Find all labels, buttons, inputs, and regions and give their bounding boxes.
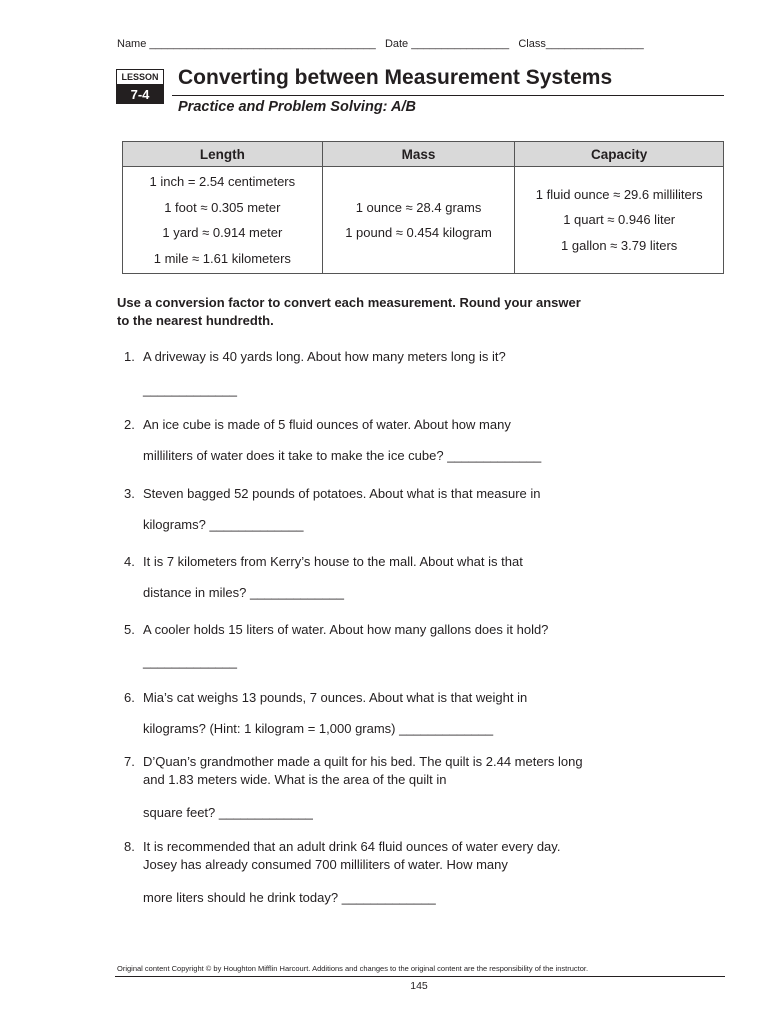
question-number: 8. (124, 839, 135, 854)
answer-line-8[interactable]: more liters should he drink today? _____________ (143, 890, 436, 905)
name-label: Name (117, 38, 147, 50)
answer-line-4[interactable]: distance in miles? _____________ (143, 585, 344, 600)
question-number: 6. (124, 690, 135, 705)
mass-conversion: 1 ounce ≈ 28.4 grams (355, 199, 482, 215)
answer-line-6[interactable]: kilograms? (Hint: 1 kilogram = 1,000 grams) _____________ (143, 721, 494, 736)
length-conversion: 1 inch = 2.54 centimeters (149, 174, 296, 189)
title-divider (172, 95, 724, 96)
question-number: 7. (124, 754, 135, 769)
question-text: D’Quan’s grandmother made a quilt for his bed. The quilt is 2.44 meters long and 1.83 meters wide. What is the area of the quilt in (143, 754, 583, 787)
question-text: A cooler holds 15 liters of water. About how many gallons does it hold? (143, 622, 549, 637)
mass-cell (322, 167, 515, 274)
question-text: Mia’s cat weighs 13 pounds, 7 ounces. About what is that weight in (143, 690, 528, 705)
question-number: 3. (124, 486, 135, 501)
class-label: Class (518, 38, 546, 50)
answer-line-2[interactable]: milliliters of water does it take to make the ice cube? _____________ (143, 448, 542, 463)
question-text: An ice cube is made of 5 fluid ounces of water. About how many (143, 417, 511, 432)
mass-conversion: 1 pound ≈ 0.454 kilogram (345, 225, 492, 240)
question-number: 4. (124, 554, 135, 569)
lesson-number: 7-4 (116, 85, 164, 104)
footer-divider (115, 976, 725, 977)
date-blank[interactable]: ________________ (411, 38, 510, 50)
copyright-notice: Original content Copyright © by Houghton Mifflin Harcourt. Additions and changes to the original content are the responsibility of the instructor. (117, 964, 589, 973)
question-number: 2. (124, 417, 135, 432)
header-mass: Mass (322, 142, 515, 167)
header-length: Length (123, 142, 323, 167)
conversion-table (122, 141, 724, 274)
question-number: 1. (124, 349, 135, 364)
question-number: 5. (124, 622, 135, 637)
answer-line-3[interactable]: kilograms? _____________ (143, 517, 304, 532)
question-text: It is recommended that an adult drink 64 fluid ounces of water every day. Josey has already consumed 700 milliliters of water. How many (143, 839, 561, 872)
question-text: Steven bagged 52 pounds of potatoes. About what is that measure in (143, 486, 541, 501)
page-title: Converting between Measurement Systems (178, 66, 613, 89)
question-text: A driveway is 40 yards long. About how many meters long is it? (143, 349, 506, 364)
name-blank[interactable]: _____________________________________ (149, 38, 376, 50)
header-fields (117, 38, 644, 50)
class-blank[interactable]: ________________ (545, 38, 644, 50)
capacity-conversion: 1 quart ≈ 0.946 liter (563, 212, 676, 228)
length-cell (123, 167, 323, 274)
page-subtitle: Practice and Problem Solving: A/B (178, 99, 416, 115)
date-label: Date (384, 38, 409, 50)
capacity-conversion: 1 gallon ≈ 3.79 liters (561, 237, 678, 253)
answer-line-1[interactable]: _____________ (143, 382, 237, 397)
question-text: It is 7 kilometers from Kerry’s house to the mall. About what is that (143, 554, 523, 569)
length-conversion: 1 mile ≈ 1.61 kilometers (153, 250, 291, 266)
answer-line-5[interactable]: _____________ (143, 654, 237, 669)
lesson-label: LESSON (116, 69, 164, 85)
lesson-badge (116, 69, 164, 104)
answer-line-7[interactable]: square feet? _____________ (143, 805, 313, 820)
capacity-cell (515, 167, 724, 274)
header-capacity: Capacity (515, 142, 724, 167)
length-conversion: 1 yard ≈ 0.914 meter (162, 225, 283, 240)
capacity-conversion: 1 fluid ounce ≈ 29.6 milliliters (535, 186, 703, 202)
instructions: Use a conversion factor to convert each measurement. Round your answer to the nearest hundredth. (117, 295, 581, 328)
page-number: 145 (410, 980, 428, 992)
length-conversion: 1 foot ≈ 0.305 meter (164, 199, 281, 215)
